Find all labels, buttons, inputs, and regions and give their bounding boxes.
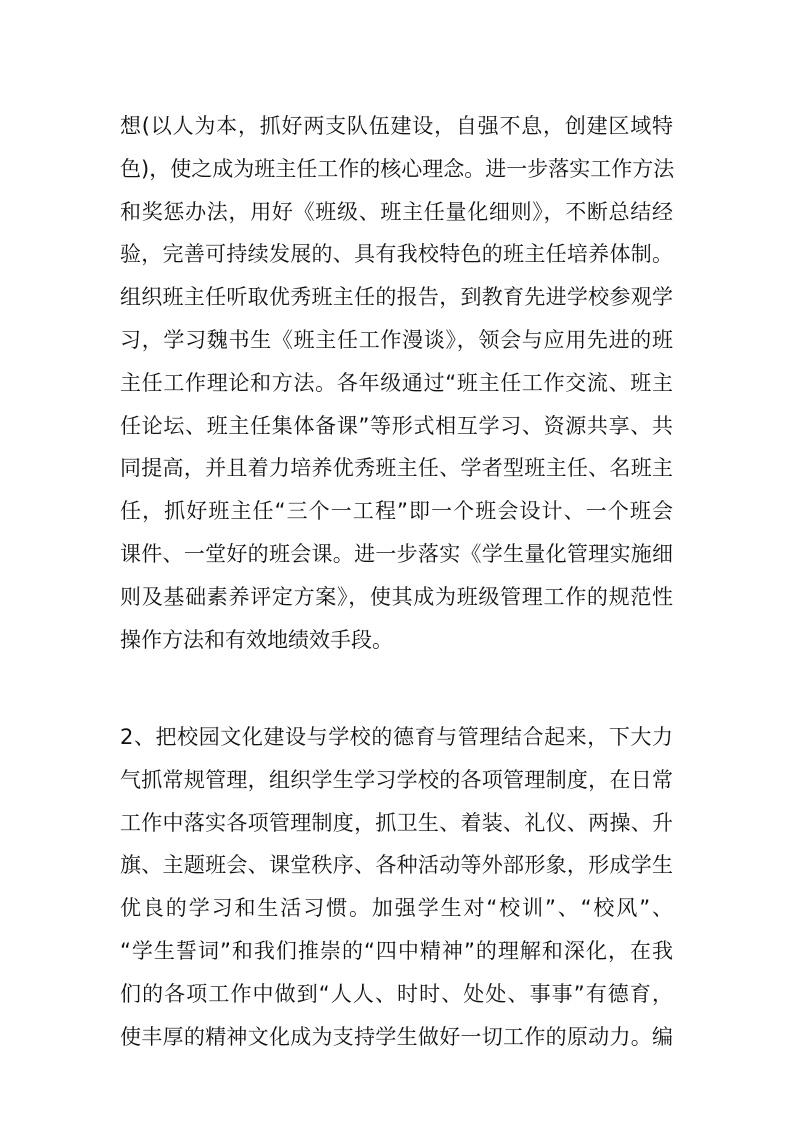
text-line: 气抓常规管理，组织学生学习学校的各项管理制度，在日常 [120,767,673,792]
text-line: 课件、一堂好的班会课。进一步落实《学生量化管理实施细 [120,541,673,566]
paragraph-2 [120,716,673,1058]
paragraph-1 [120,105,673,661]
text-line: 同提高，并且着力培养优秀班主任、学者型班主任、名班主 [120,456,673,481]
text-line: 工作中落实各项管理制度，抓卫生、着装、礼仪、两操、升 [120,810,673,835]
text-line: 和奖惩办法，用好《班级、班主任量化细则》，不断总结经 [120,199,673,224]
text-line: 优良的学习和生活习惯。加强学生对“校训”、“校风”、 [120,896,673,921]
text-line: 组织班主任听取优秀班主任的报告，到教育先进学校参观学 [120,285,673,310]
text-line: 习，学习魏书生《班主任工作漫谈》，领会与应用先进的班 [120,327,673,352]
text-line: 想(以人为本，抓好两支队伍建设，自强不息，创建区域特 [120,114,673,138]
text-line: 验，完善可持续发展的、具有我校特色的班主任培养体制。 [120,242,673,267]
text-line: 任论坛、班主任集体备课”等形式相互学习、资源共享、共 [120,413,673,438]
text-line: 任，抓好班主任“三个一工程”即一个班会设计、一个班会 [120,499,673,524]
text-line: 2、把校园文化建设与学校的德育与管理结合起来，下大力 [120,725,673,749]
text-line: 色)，使之成为班主任工作的核心理念。进一步落实工作方法 [120,156,675,181]
text-line: 旗、主题班会、课堂秩序、各种活动等外部形象，形成学生 [120,853,673,878]
text-line: 操作方法和有效地绩效手段。 [120,627,393,652]
text-line: 则及基础素养评定方案》，使其成为班级管理工作的规范性 [120,584,673,609]
text-line: “学生誓词”和我们推崇的“四中精神”的理解和深化，在我 [120,938,673,963]
text-line: 使丰厚的精神文化成为支持学生做好一切工作的原动力。编 [120,1024,673,1049]
text-line: 们的各项工作中做到“人人、时时、处处、事事”有德育， [120,981,673,1006]
text-line: 主任工作理论和方法。各年级通过“班主任工作交流、班主 [120,370,673,395]
